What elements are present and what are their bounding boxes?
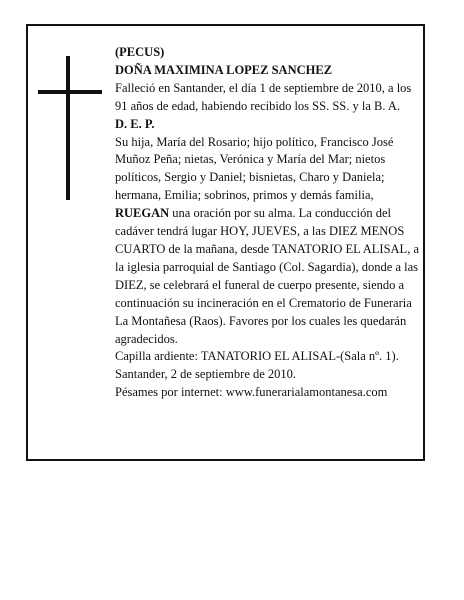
condolences-info: Pésames por internet: www.funerarialamontanesa.com [115, 385, 388, 400]
obituary-notice [26, 24, 425, 461]
notice-prefix: (PECUS) [115, 45, 165, 59]
family-list: Su hija, María del Rosario; hijo político, Francisco José Muñoz Peña; nietas, Verónica y María del Mar; nietos políticos, Sergio y Daniel; bisnietas, Charo y Daniela; hermana, Emilia; sobrinos, primos y demás familia, [115, 134, 394, 203]
funeral-text: una oración por su alma. La conducción del cadáver tendrá lugar HOY, JUEVES, a las DIEZ MENOS CUARTO de la mañana, desde TANATORIO EL ALISAL, a la iglesia parroquial de Santiago (Col. Sagardia), donde a las DIEZ, se celebrará el funeral de cuerpo presente, siendo a continuación su incineración en el Crematorio de Funeraria La Montañesa (Raos). Favores por los cuales les quedarán agradecidos. [115, 206, 419, 346]
deceased-name: DOÑA MAXIMINA LOPEZ SANCHEZ [115, 62, 333, 77]
death-announcement: Falleció en Santander, el día 1 de septiembre de 2010, a los 91 años de edad, habiendo recibido los SS. SS. y la B. A. [115, 80, 412, 113]
cross-horizontal-bar [38, 90, 102, 94]
ruegan-label: RUEGAN [115, 206, 170, 221]
cross-vertical-bar [66, 56, 70, 200]
notice-text [115, 44, 420, 402]
cross-icon [38, 56, 102, 200]
notice-date: Santander, 2 de septiembre de 2010. [115, 367, 297, 382]
dep-label: D. E. P. [115, 116, 155, 131]
funeral-details [115, 205, 420, 348]
chapel-info: Capilla ardiente: TANATORIO EL ALISAL-(Sala nº. 1). [115, 349, 399, 364]
